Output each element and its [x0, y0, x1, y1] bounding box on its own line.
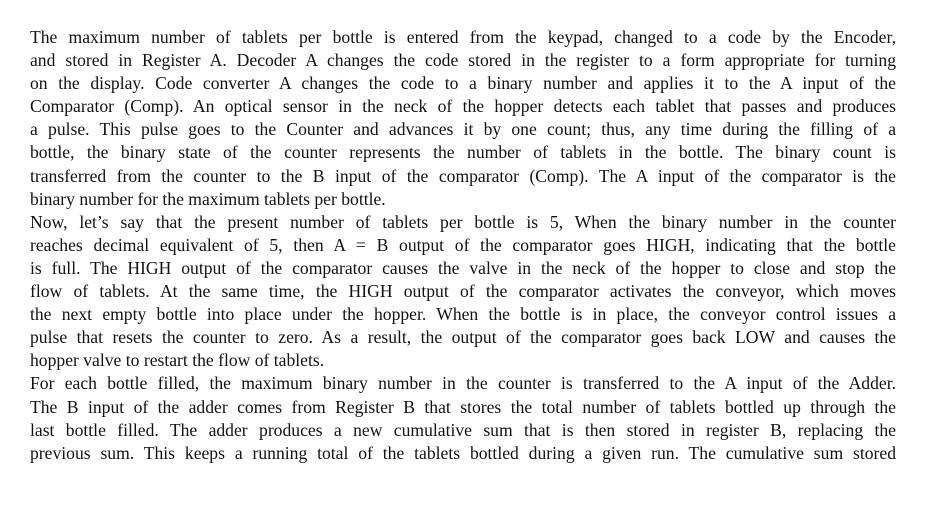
document-body [30, 26, 896, 465]
text-line: on the display. Code converter A changes the code to a binary number and applies it to the A input of the [30, 73, 896, 94]
text-line: transferred from the counter to the B input of the comparator (Comp). The A input of the comparator is the [30, 165, 896, 186]
text-line: pulse that resets the counter to zero. As a result, the output of the comparator goes back LOW and causes the [30, 327, 896, 348]
text-line: binary number for the maximum tablets per bottle. [30, 188, 386, 209]
text-line: hopper valve to restart the flow of tablets. [30, 350, 325, 371]
text-line: The maximum number of tablets per bottle is entered from the keypad, changed to a code by the Encoder, [30, 27, 896, 47]
text-line: and stored in Register A. Decoder A changes the code stored in the register to a form appropriate for turning [30, 50, 896, 71]
paragraph-adder-total [30, 372, 896, 464]
text-line: previous sum. This keeps a running total of the tablets bottled during a given run. The cumulative sum stored [30, 442, 896, 463]
text-line: is full. The HIGH output of the comparator causes the valve in the neck of the hopper to close and stop the [30, 257, 896, 278]
text-line: the next empty bottle into place under the hopper. When the bottle is in place, the conveyor control issues a [30, 304, 896, 325]
text-line: Now, let’s say that the present number of tablets per bottle is 5, When the binary number in the counter [30, 211, 896, 232]
paragraph-system-overview [30, 26, 896, 211]
text-line: a pulse. This pulse goes to the Counter and advances it by one count; thus, any time during the filling of a [30, 119, 896, 140]
text-line: flow of tablets. At the same time, the HIGH output of the comparator activates the conveyor, which moves [30, 281, 896, 302]
text-line: Comparator (Comp). An optical sensor in the neck of the hopper detects each tablet that passes and produces [30, 96, 896, 117]
text-line: For each bottle filled, the maximum binary number in the counter is transferred to the A input of the Adder. [30, 373, 896, 394]
paragraph-comparator-example [30, 211, 896, 373]
text-line: reaches decimal equivalent of 5, then A = B output of the comparator goes HIGH, indicating that the bottle [30, 234, 896, 255]
text-line: last bottle filled. The adder produces a new cumulative sum that is then stored in register B, replacing the [30, 419, 896, 440]
text-line: The B input of the adder comes from Register B that stores the total number of tablets bottled up through the [30, 396, 896, 417]
text-line: bottle, the binary state of the counter represents the number of tablets in the bottle. The binary count is [30, 142, 896, 163]
